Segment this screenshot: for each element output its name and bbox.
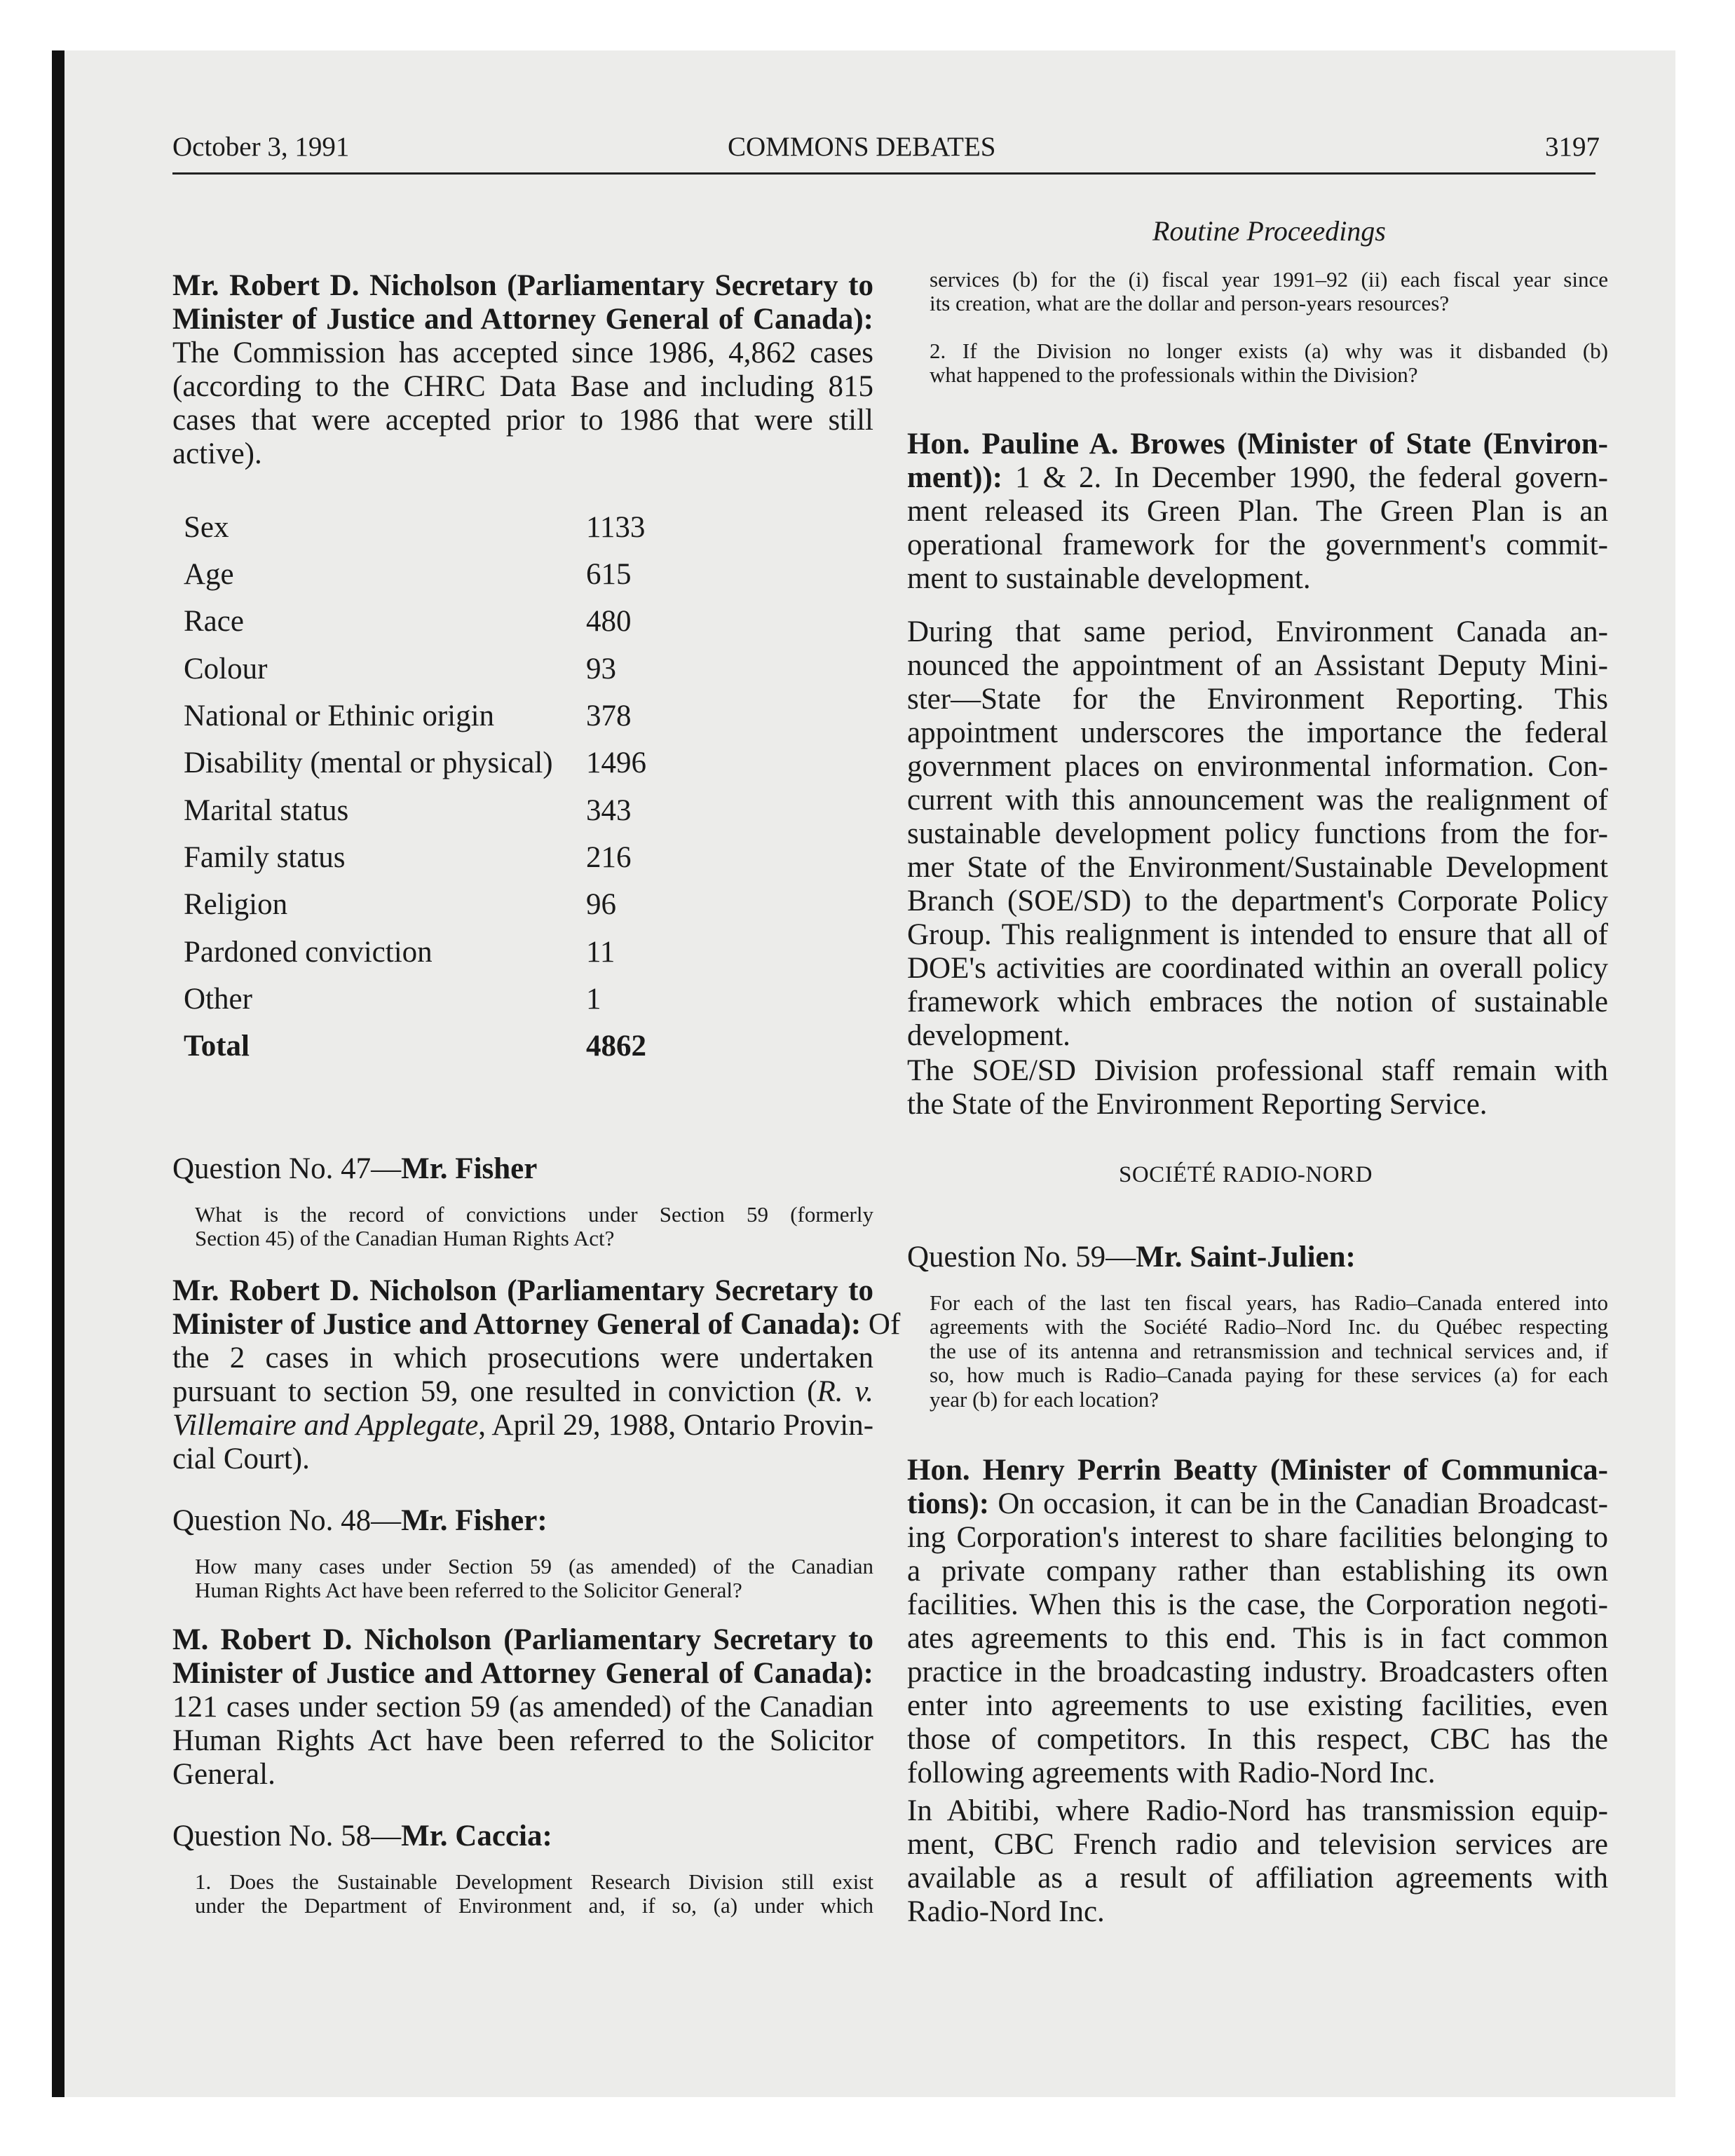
header-title: COMMONS DEBATES	[728, 132, 996, 162]
paragraph-soe-sd	[907, 1054, 1608, 1121]
table-row-label: Colour	[184, 653, 268, 685]
text-line: the use of its antenna and retransmission and technical services and, if	[930, 1338, 1608, 1363]
speaker-line: Mr. Robert D. Nicholson (Parliamentary Secretary to	[172, 1274, 873, 1307]
text-line: following agreements with Radio-Nord Inc.	[907, 1756, 1436, 1789]
text-line: 121 cases under section 59 (as amended) of the Canadian	[172, 1691, 873, 1724]
text-line: cases that were accepted prior to 1986 that were still	[172, 404, 873, 437]
case-citation: Villemaire and Applegate	[172, 1409, 479, 1442]
text-line: sustainable development policy functions from the for-	[907, 817, 1608, 850]
header-rule	[172, 172, 1595, 175]
text-line: How many cases under Section 59 (as amended) of the Canadian	[195, 1554, 873, 1578]
text-line: appointment underscores the importance the federal	[907, 716, 1608, 749]
question-47-heading	[172, 1152, 537, 1186]
table-row-value: 1133	[586, 511, 646, 544]
text-line: nounced the appointment of an Assistant Deputy Mini-	[907, 649, 1608, 682]
table-row-label: Marital status	[184, 794, 349, 827]
text-line: practice in the broadcasting industry. Broadcasters often	[907, 1656, 1608, 1688]
text-line: Radio-Nord Inc.	[907, 1895, 1105, 1928]
text-line: 2. If the Division no longer exists (a) why was it disbanded (b)	[930, 339, 1608, 363]
table-row-value: 615	[586, 558, 632, 591]
text-line: cial Court).	[172, 1442, 310, 1475]
question-58-heading	[172, 1820, 552, 1853]
answer-58	[907, 428, 1608, 596]
text-line: under the Department of Environment and, if so, (a) under which	[195, 1893, 873, 1918]
speaker-line: Minister of Justice and Attorney General of Canada):	[172, 303, 873, 336]
table-row-value: 216	[586, 841, 632, 874]
table-row-label: Age	[184, 558, 234, 591]
speaker-line: Minister of Justice and Attorney General of Canada):	[172, 1308, 862, 1341]
text-line: Branch (SOE/SD) to the department's Corporate Policy	[907, 885, 1608, 917]
speaker-line: M. Robert D. Nicholson (Parliamentary Secretary to	[172, 1623, 873, 1656]
text-line: The SOE/SD Division professional staff remain with	[907, 1054, 1608, 1087]
text-line: operational framework for the government's commit-	[907, 528, 1608, 561]
text-line: active).	[172, 437, 262, 470]
text-line	[172, 1375, 873, 1409]
text-line: ment to sustainable development.	[907, 562, 1311, 595]
case-citation: R. v.	[817, 1375, 873, 1408]
speaker-line: Mr. Robert D. Nicholson (Parliamentary Secretary to	[172, 269, 873, 302]
table-total-label: Total	[184, 1030, 250, 1063]
text-line: During that same period, Environment Canada an-	[907, 615, 1608, 648]
answer-48	[172, 1623, 873, 1792]
question-number: Question No. 48—	[172, 1504, 402, 1537]
text-line: The Commission has accepted since 1986, 4,862 cases	[172, 336, 873, 369]
question-member: Mr. Fisher	[401, 1152, 538, 1185]
text-line: a private company rather than establishing its own	[907, 1555, 1608, 1588]
text-line: its creation, what are the dollar and person-years resources?	[930, 291, 1450, 316]
table-row-value: 96	[586, 888, 616, 921]
text-line: current with this announcement was the realignment of	[907, 784, 1608, 817]
question-58-continued	[930, 268, 1608, 316]
text-line: development.	[907, 1019, 1070, 1052]
question-59-text	[930, 1291, 1608, 1412]
speaker-line: tions):	[907, 1487, 990, 1520]
question-number: Question No. 58—	[172, 1820, 402, 1853]
table-row-value: 378	[586, 700, 632, 732]
text-line: ment, CBC French radio and television services are	[907, 1828, 1608, 1861]
text-line: facilities. When this is the case, the Corporation negoti-	[907, 1588, 1608, 1621]
text-line: Human Rights Act have been referred to the Solicitor	[172, 1724, 873, 1757]
question-47-text	[195, 1203, 873, 1251]
speaker-line: Minister of Justice and Attorney General of Canada):	[172, 1657, 873, 1690]
answer-59	[907, 1454, 1608, 1790]
question-member: Mr. Caccia:	[401, 1820, 552, 1853]
text-line: For each of the last ten fiscal years, has Radio–Canada entered into	[930, 1290, 1608, 1315]
question-59-heading	[907, 1241, 1356, 1274]
text-line: (according to the CHRC Data Base and including 815	[172, 370, 873, 403]
question-48-heading	[172, 1504, 547, 1538]
text-fragment: On occasion, it can be in the Canadian Broadcast-	[998, 1487, 1609, 1520]
table-row-label: Religion	[184, 888, 288, 921]
question-number: Question No. 59—	[907, 1241, 1136, 1274]
text-line: those of competitors. In this respect, CBC has the	[907, 1723, 1608, 1756]
table-row-value: 1496	[586, 746, 646, 779]
text-line: available as a result of affiliation agreements with	[907, 1862, 1608, 1895]
paragraph-environment-canada	[907, 615, 1608, 1053]
table-row-label: Disability (mental or physical)	[184, 746, 553, 779]
question-58-part-2	[930, 339, 1608, 388]
text-line: agreements with the Société Radio–Nord Inc. du Québec respecting	[930, 1314, 1608, 1339]
question-number: Question No. 47—	[172, 1152, 402, 1185]
question-48-text	[195, 1555, 873, 1603]
scan-edge-bar	[52, 50, 64, 2097]
table-row-value: 11	[586, 936, 615, 969]
table-row-label: Race	[184, 605, 244, 638]
header-date: October 3, 1991	[172, 132, 350, 162]
text-line: Human Rights Act have been referred to the Solicitor General?	[195, 1578, 742, 1603]
text-line: framework which embraces the notion of sustainable	[907, 985, 1608, 1018]
text-line	[172, 1409, 873, 1442]
text-fragment: pursuant to section 59, one resulted in conviction (	[172, 1375, 817, 1408]
table-row-label: Family status	[184, 841, 346, 874]
answer-47	[172, 1274, 901, 1476]
table-total-value: 4862	[586, 1030, 646, 1063]
question-member: Mr. Saint-Julien:	[1136, 1241, 1356, 1274]
text-line: ster—State for the Environment Reporting. This	[907, 683, 1608, 716]
text-line: ates agreements to this end. This is in fact common	[907, 1622, 1608, 1655]
subheading-radio-nord: SOCIÉTÉ RADIO-NORD	[1119, 1162, 1373, 1187]
section-heading: Routine Proceedings	[1152, 215, 1386, 247]
text-line: Group. This realignment is intended to ensure that all of	[907, 918, 1608, 951]
text-fragment: 1 & 2. In December 1990, the federal govern-	[1015, 461, 1608, 494]
text-line: ment released its Green Plan. The Green Plan is an	[907, 495, 1608, 528]
question-member: Mr. Fisher:	[401, 1504, 547, 1537]
speaker-line: ment)):	[907, 461, 1003, 494]
text-line: In Abitibi, where Radio-Nord has transmission equip-	[907, 1794, 1608, 1827]
text-line: services (b) for the (i) fiscal year 1991–92 (ii) each fiscal year since	[930, 267, 1608, 292]
header-page-number: 3197	[1545, 132, 1600, 162]
text-line: General.	[172, 1758, 275, 1791]
table-row-value: 93	[586, 653, 616, 685]
table-row-label: National or Ethinic origin	[184, 700, 495, 732]
answer-block-1	[172, 269, 873, 471]
text-line: what happened to the professionals within the Division?	[930, 362, 1418, 388]
text-fragment: Of	[868, 1308, 901, 1341]
text-line: the State of the Environment Reporting Service.	[907, 1088, 1488, 1121]
text-line: What is the record of convictions under Section 59 (formerly	[195, 1202, 873, 1227]
text-line	[907, 461, 1608, 495]
text-line	[172, 1308, 901, 1342]
table-row-value: 1	[586, 983, 601, 1016]
text-line: so, how much is Radio–Canada paying for these services (a) for each	[930, 1363, 1608, 1388]
text-line: ing Corporation's interest to share facilities belonging to	[907, 1521, 1608, 1554]
table-row-label: Sex	[184, 511, 229, 544]
text-line: the 2 cases in which prosecutions were undertaken	[172, 1342, 873, 1374]
text-line: mer State of the Environment/Sustainable Development	[907, 851, 1608, 884]
text-line: DOE's activities are coordinated within an overall policy	[907, 952, 1608, 985]
text-line: year (b) for each location?	[930, 1386, 1159, 1412]
paragraph-abitibi	[907, 1794, 1608, 1929]
table-row-label: Other	[184, 983, 252, 1016]
table-row-value: 343	[586, 794, 632, 827]
table-row-label: Pardoned conviction	[184, 936, 433, 969]
speaker-line: Hon. Henry Perrin Beatty (Minister of Communica-	[907, 1454, 1608, 1487]
text-fragment: , April 29, 1988, Ontario Provin-	[478, 1409, 874, 1442]
text-line: government places on environmental information. Con-	[907, 750, 1608, 783]
table-row-value: 480	[586, 605, 632, 638]
text-line: enter into agreements to use existing facilities, even	[907, 1689, 1608, 1722]
question-58-text	[195, 1870, 873, 1918]
speaker-line: Hon. Pauline A. Browes (Minister of State (Environ-	[907, 428, 1608, 460]
text-line	[907, 1487, 1608, 1521]
text-line: Section 45) of the Canadian Human Rights Act?	[195, 1226, 615, 1251]
text-line: 1. Does the Sustainable Development Research Division still exist	[195, 1869, 873, 1894]
